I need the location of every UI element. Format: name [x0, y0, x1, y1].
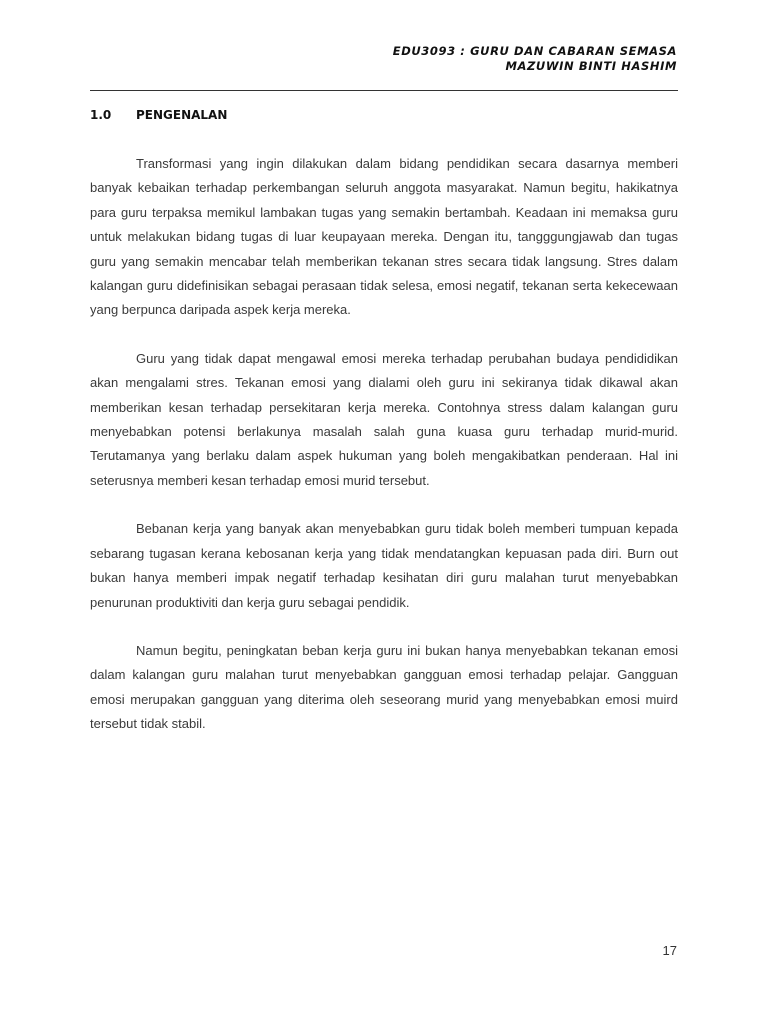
paragraph: Bebanan kerja yang banyak akan menyebabkan guru tidak boleh memberi tumpuan kepada sebarang tugasan kerana kebosanan kerja yang tidak mendatangkan kepuasan pada diri. Burn out bukan hanya memberi impak negatif terhadap kesihatan diri guru malahan turut menyebabkan penurunan produktiviti dan kerja guru sebagai pendidik.: [90, 521, 678, 610]
body-text: [90, 152, 678, 761]
header-divider: [90, 90, 678, 91]
section-number: 1.0: [90, 108, 112, 122]
section-heading: [90, 107, 227, 123]
page-number: 17: [662, 943, 677, 958]
header-course-title: EDU3093 : GURU DAN CABARAN SEMASA: [392, 44, 677, 58]
paragraph: Guru yang tidak dapat mengawal emosi mereka terhadap perubahan budaya pendididikan akan mengalami stres. Tekanan emosi yang dialami oleh guru ini sekiranya tidak dikawal akan memberikan kesan terhadap persekitaran kerja mereka. Contohnya stress dalam kalangan guru menyebabkan potensi berlakunya masalah salah guna kuasa guru terhadap murid-murid. Terutamanya yang berlaku dalam aspek hukuman yang boleh mengakibatkan penderaan. Hal ini seterusnya memberi kesan terhadap emosi murid tersebut.: [90, 350, 678, 488]
paragraph: Namun begitu, peningkatan beban kerja guru ini bukan hanya menyebabkan tekanan emosi dalam kalangan guru malahan turut menyebabkan gangguan emosi terhadap pelajar. Gangguan emosi merupakan gangguan yang diterima oleh seseorang murid yang menyebabkan emosi muird tersebut tidak stabil.: [90, 642, 678, 732]
header-author-name: MAZUWIN BINTI HASHIM: [505, 59, 677, 73]
page-header: [90, 44, 677, 74]
paragraph: Transformasi yang ingin dilakukan dalam bidang pendidikan secara dasarnya memberi banyak kebaikan terhadap perkembangan seluruh anggota masyarakat. Namun begitu, hakikatnya para guru terpaksa memikul lambakan tugas yang semakin bertambah. Keadaan ini memaksa guru untuk melakukan bidang tugas di luar keupayaan mereka. Dengan itu, tangggungjawab dan tugas guru yang semakin mencabar telah memberikan tekanan stres secara tidak langsung. Stres dalam kalangan guru didefinisikan sebagai perasaan tidak selesa, emosi negatif, tekanan serta kekecewaan yang berpunca daripada aspek kerja mereka.: [90, 156, 678, 318]
section-title: PENGENALAN: [136, 108, 228, 122]
